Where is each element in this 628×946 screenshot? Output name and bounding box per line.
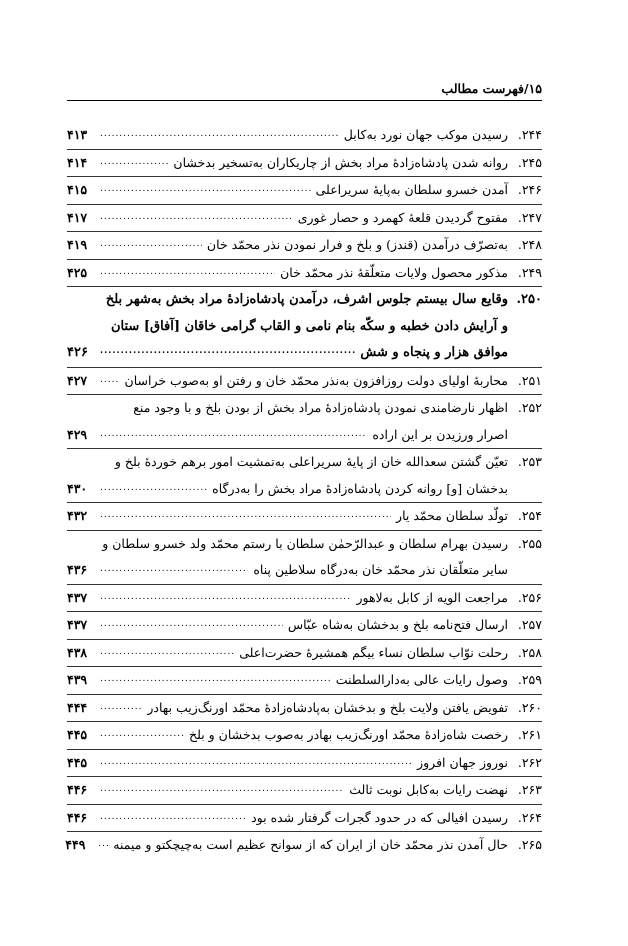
toc-entry-number: ۲۵۱. xyxy=(517,372,542,388)
dot-leader xyxy=(100,785,344,793)
toc-entry-line xyxy=(67,750,542,777)
toc-entry-page-number: ۴۲۷ xyxy=(67,372,88,388)
table-of-contents xyxy=(67,122,542,859)
toc-entry xyxy=(67,232,542,260)
toc-entry xyxy=(67,531,542,585)
toc-entry-line xyxy=(67,232,542,259)
toc-entry-title: اظهار نارضامندی نمودن پادشاه‌زادهٔ مراد بخش از بودن بلخ و با وجود منع xyxy=(133,400,508,415)
dot-leader xyxy=(100,593,351,601)
toc-entry-line xyxy=(67,722,542,749)
dot-leader xyxy=(100,130,339,138)
toc-entry-page-number: ۴۴۹ xyxy=(65,837,86,852)
toc-entry-title: نهضت رایات به‌کابل نوبت ثالث xyxy=(349,782,508,797)
toc-entry-line xyxy=(67,177,542,204)
dot-leader xyxy=(100,240,202,248)
toc-entry-line xyxy=(67,340,542,367)
header-rule xyxy=(67,100,542,101)
toc-entry xyxy=(67,122,542,150)
toc-entry xyxy=(67,368,542,396)
toc-entry-page-number: ۴۳۹ xyxy=(67,672,88,687)
toc-entry-title: بدخشان [و] روانه کردن پادشاه‌زادهٔ مراد بخش را به‌درگاه xyxy=(212,480,508,496)
toc-entry-page-number: ۴۳۶ xyxy=(67,562,88,577)
toc-entry-title: به‌تصرّف درآمدن (قندز) و بلخ و فرار نمودن نذر محمّد خان xyxy=(206,237,508,252)
toc-entry-title: رخصت شاه‌زادهٔ محمّد اورنگ‌زیب بهادر به‌صوب بدخشان و بلخ xyxy=(189,727,508,742)
toc-entry-number: ۲۵۳. xyxy=(517,454,542,469)
toc-entry-title: سایر متعلّقان نذر محمّد خان به‌درگاه سلاطین پناه xyxy=(253,562,508,577)
dot-leader xyxy=(100,484,207,492)
dot-leader xyxy=(100,213,293,221)
toc-entry-number: ۲۴۷. xyxy=(517,209,542,225)
toc-entry xyxy=(67,503,542,531)
toc-entry-page-number: ۴۱۵ xyxy=(67,182,88,197)
toc-entry-line xyxy=(67,476,542,503)
toc-entry-number: ۲۶۳. xyxy=(517,782,542,797)
toc-entry-number: ۲۶۲. xyxy=(517,754,542,770)
toc-entry-title: مفتوح گردیدن قلعهٔ کهمرد و حصار غوری xyxy=(297,209,508,225)
dot-leader xyxy=(100,813,246,821)
toc-entry-title: تولّد سلطان محمّد یار xyxy=(396,508,508,523)
toc-entry xyxy=(67,750,542,778)
toc-entry-page-number: ۴۳۰ xyxy=(67,480,88,496)
toc-entry xyxy=(67,205,542,233)
toc-entry-line xyxy=(67,557,542,584)
toc-entry-title: موافق هزار و پنجاه و شش xyxy=(360,345,508,360)
toc-entry-line xyxy=(67,314,542,341)
toc-entry-number: ۲۵۸. xyxy=(517,644,542,660)
toc-entry xyxy=(67,177,542,205)
toc-entry xyxy=(67,832,542,859)
dot-leader xyxy=(98,840,108,848)
toc-entry-number: ۲۵۲. xyxy=(517,400,542,415)
toc-entry-line xyxy=(67,205,542,232)
toc-entry-number: ۲۵۷. xyxy=(517,617,542,632)
toc-entry xyxy=(67,150,542,178)
toc-entry xyxy=(67,777,542,805)
toc-entry-line xyxy=(67,612,542,639)
dot-leader xyxy=(100,758,412,766)
toc-entry-number: ۲۵۵. xyxy=(517,535,542,551)
toc-entry-title: محاربهٔ اولیای دولت روزافزون به‌نذر محمّد خان و رفتن او به‌صوب خراسان xyxy=(124,372,508,388)
toc-entry-page-number: ۴۲۵ xyxy=(67,264,88,280)
toc-entry-page-number: ۴۴۵ xyxy=(67,727,88,742)
toc-entry-page-number: ۴۳۷ xyxy=(67,617,88,632)
toc-entry-page-number: ۴۱۹ xyxy=(67,237,88,252)
toc-entry-line xyxy=(67,368,542,395)
toc-entry-page-number: ۴۱۳ xyxy=(67,127,88,142)
toc-entry-line xyxy=(67,287,542,314)
toc-entry-line xyxy=(67,640,542,667)
toc-entry xyxy=(67,449,542,503)
toc-entry-title: تعیّن گشتن سعدالله خان از پایهٔ سریراعلی به‌تمشیت امور برهم خوردهٔ بلخ و xyxy=(114,454,508,469)
toc-entry xyxy=(67,612,542,640)
dot-leader xyxy=(100,648,234,656)
dot-leader xyxy=(100,511,391,519)
toc-entry-line xyxy=(67,832,542,859)
toc-entry-page-number: ۴۲۹ xyxy=(67,426,88,442)
toc-entry-title: رحلت نوّاب سلطان نساء بیگم همشیرهٔ حضرت‌اعلی xyxy=(239,644,508,660)
dot-leader xyxy=(100,703,142,711)
dot-leader xyxy=(100,185,311,193)
toc-entry xyxy=(67,805,542,833)
toc-entry-line xyxy=(67,395,542,422)
toc-entry-number: ۲۴۵. xyxy=(517,154,542,170)
toc-entry-line xyxy=(67,122,542,149)
toc-entry-title: مذکور محصول ولایات متعلّقهٔ نذر محمّد خان xyxy=(280,264,508,280)
toc-entry-title: رسیدن بهرام سلطان و عبدالرّحمٰن سلطان با رستم محمّد ولد خسرو سلطان و xyxy=(102,535,508,551)
running-header xyxy=(67,80,542,98)
toc-entry-number: ۲۴۹. xyxy=(517,264,542,280)
dot-leader xyxy=(100,158,168,166)
toc-entry-line xyxy=(67,503,542,530)
toc-entry-number: ۲۵۰. xyxy=(516,292,542,307)
toc-entry-page-number: ۴۳۷ xyxy=(67,589,88,605)
toc-entry-title: رسیدن افیالی که در حدود گجرات گرفتار شده بود xyxy=(251,809,508,825)
running-header-text: ۱۵/فهرست مطالب xyxy=(441,81,542,96)
toc-entry xyxy=(67,722,542,750)
toc-entry-title: رسیدن موکب جهان نورد به‌کابل xyxy=(343,127,508,142)
dot-leader xyxy=(100,620,283,628)
toc-entry-title: و آرایش دادن خطبه و سکّه بنام نامی و القاب گرامی خاقان [آفاق] ستان xyxy=(110,318,508,334)
dot-leader xyxy=(100,675,331,683)
toc-entry-line xyxy=(67,260,542,287)
toc-entry xyxy=(67,667,542,695)
toc-entry-number: ۲۴۸. xyxy=(517,237,542,252)
toc-entry-number: ۲۶۴. xyxy=(517,809,542,825)
toc-entry-title: اصرار ورزیدن بر این اراده xyxy=(372,426,508,442)
toc-entry-line xyxy=(67,695,542,722)
toc-entry-title: روانه شدن پادشاه‌زادهٔ مراد بخش از چاریکاران به‌تسخیر بدخشان xyxy=(173,154,508,170)
toc-entry-page-number: ۴۴۵ xyxy=(67,754,88,770)
dot-leader xyxy=(100,268,275,276)
toc-entry-line xyxy=(67,422,542,449)
toc-entry-page-number: ۴۳۲ xyxy=(67,508,88,523)
dot-leader xyxy=(100,347,355,355)
toc-entry-page-number: ۴۲۶ xyxy=(67,345,88,360)
toc-entry-number: ۲۶۰. xyxy=(517,699,542,715)
toc-entry-line xyxy=(67,777,542,804)
toc-entry-title: حال آمدن نذر محمّد خان از ایران که از سوانح عظیم است به‌چیچکتو و میمنه xyxy=(113,837,508,852)
toc-entry-line xyxy=(67,585,542,612)
toc-entry xyxy=(67,585,542,613)
toc-entry-title: وقایع سال بیستم جلوس اشرف، درآمدن پادشاه‌زادهٔ مراد بخش به‌شهر بلخ xyxy=(105,292,508,307)
toc-entry-title: مراجعت الویه از کابل به‌لاهور xyxy=(356,589,508,605)
toc-entry-line xyxy=(67,531,542,558)
toc-entry-line xyxy=(67,805,542,832)
dot-leader xyxy=(100,730,184,738)
toc-entry-number: ۲۵۹. xyxy=(517,672,542,687)
toc-entry-number: ۲۴۶. xyxy=(517,182,542,197)
toc-entry-title: آمدن خسرو سلطان به‌پایهٔ سریراعلی xyxy=(315,182,508,197)
toc-entry xyxy=(67,395,542,449)
toc-entry xyxy=(67,287,542,368)
toc-entry xyxy=(67,260,542,288)
toc-entry xyxy=(67,640,542,668)
toc-entry xyxy=(67,695,542,723)
toc-entry-page-number: ۴۱۷ xyxy=(67,209,88,225)
toc-entry-page-number: ۴۴۶ xyxy=(67,809,88,825)
toc-entry-number: ۲۶۵. xyxy=(517,837,542,852)
toc-entry-number: ۲۵۶. xyxy=(517,589,542,605)
toc-entry-number: ۲۵۴. xyxy=(517,508,542,523)
toc-entry-title: تفویض یافتن ولایت بلخ و بدخشان به‌پادشاه‌زادهٔ محمّد اورنگ‌زیب بهادر xyxy=(147,699,508,715)
toc-entry-title: وصول رایات عالی به‌دارالسلطنت xyxy=(335,672,508,687)
toc-entry-line xyxy=(67,449,542,476)
toc-entry-page-number: ۴۱۴ xyxy=(67,154,88,170)
toc-entry-number: ۲۶۱. xyxy=(517,727,542,742)
toc-entry-page-number: ۴۴۶ xyxy=(67,782,88,797)
dot-leader xyxy=(100,430,367,438)
toc-entry-title: ارسال فتح‌نامه بلخ و بدخشان به‌شاه عبّاس xyxy=(287,617,508,632)
toc-entry-page-number: ۴۴۴ xyxy=(67,699,88,715)
toc-entry-line xyxy=(67,667,542,694)
toc-entry-number: ۲۴۴. xyxy=(517,127,542,142)
toc-entry-title: نوروز جهان افروز xyxy=(417,754,508,770)
dot-leader xyxy=(100,565,248,573)
toc-entry-page-number: ۴۳۸ xyxy=(67,644,88,660)
toc-entry-line xyxy=(67,150,542,177)
dot-leader xyxy=(100,376,120,384)
